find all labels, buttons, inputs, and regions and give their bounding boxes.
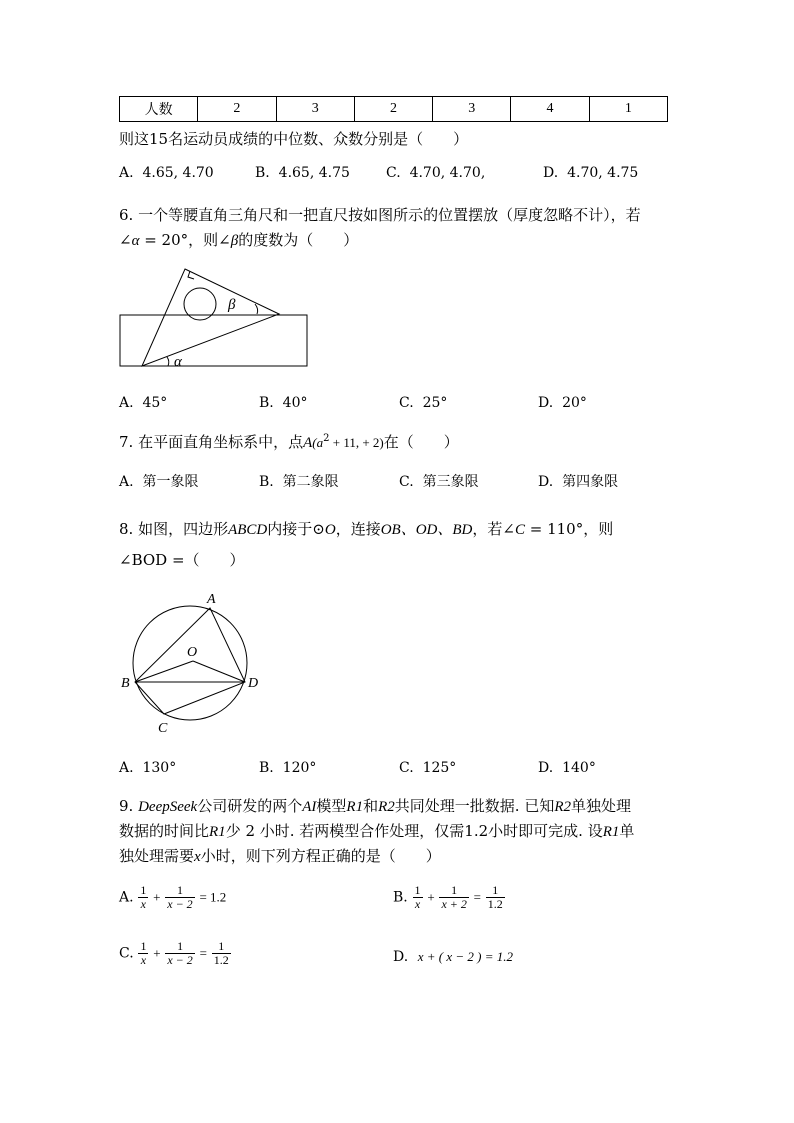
fraction: $\frac{1}{1.2}$	[487, 883, 503, 911]
label-alpha: α	[174, 354, 182, 370]
q6-stem-line2: ∠α = 20°，则∠β的度数为（ ）	[119, 231, 359, 249]
q9-option-d: D. x + ( x − 2 ) = 1.2	[393, 949, 513, 965]
q8-option-b: B. 120°	[259, 760, 317, 776]
q6-figure	[115, 262, 315, 372]
label-beta: β	[228, 297, 236, 313]
circumcircle	[133, 606, 247, 720]
q5-option-a: A. 4.65, 4.70	[119, 165, 214, 181]
table-cell: 2	[198, 97, 276, 122]
ruler-rect	[120, 315, 307, 366]
segment-ob	[135, 661, 193, 682]
q8-option-a: A. 130°	[119, 760, 177, 776]
q9-stem-line2: 数据的时间比R1少 2 小时. 若两模型合作处理，仅需1.2小时即可完成. 设R1单	[119, 822, 635, 840]
table-row	[120, 97, 668, 122]
fraction: $\frac{1}{1.2}$	[213, 939, 229, 967]
fraction: $\frac{1}{x + 2}$	[441, 883, 467, 911]
label-c: C	[158, 721, 168, 736]
q7-option-b: B. 第二象限	[259, 474, 339, 490]
q7-stem: 7. 在平面直角坐标系中，点$A(a^2 + 11$, + 2)在（ ）	[119, 433, 459, 451]
table-cell: 2	[354, 97, 432, 122]
q9-stem-line1: 9. DeepSeek公司研发的两个AI模型R1和R2共同处理一批数据. 已知R2单独处理	[119, 797, 632, 815]
score-table	[119, 96, 668, 122]
q9-stem-line3: 独处理需要x小时，则下列方程正确的是（ ）	[119, 847, 441, 865]
q5-option-d: D. 4.70, 4.75	[543, 165, 639, 181]
q6-option-a: A. 45°	[119, 395, 168, 411]
table-cell: 3	[276, 97, 354, 122]
q8-figure	[115, 585, 275, 740]
fraction: $\frac{1}{x - 2}$	[167, 883, 193, 911]
table-header-cell: 人数	[120, 97, 198, 122]
label-b: B	[121, 676, 130, 691]
q5-stem: 则这15名运动员成绩的中位数、众数分别是（ ）	[119, 130, 469, 148]
label-o: O	[187, 645, 198, 660]
q5-option-b: B. 4.65, 4.75	[255, 165, 350, 181]
label-a: A	[207, 592, 216, 607]
q6-stem-line1: 6. 一个等腰直角三角尺和一把直尺按如图所示的位置摆放（厚度忽略不计），若	[119, 206, 641, 224]
q7-option-c: C. 第三象限	[399, 474, 479, 490]
alpha-arc	[167, 357, 169, 366]
q8-option-c: C. 125°	[399, 760, 457, 776]
q9-option-a: A. $\frac{1}{x}$ + $\frac{1}{x - 2}$ = 1.2	[119, 883, 227, 911]
fraction: $\frac{1}{x}$	[414, 883, 421, 911]
label-d: D	[248, 676, 259, 691]
quadrilateral-abcd	[135, 608, 245, 714]
beta-arc	[255, 304, 258, 314]
table-cell: 4	[511, 97, 589, 122]
segment-od	[193, 661, 245, 682]
q7-option-a: A. 第一象限	[119, 474, 199, 490]
fraction: $\frac{1}{x}$	[140, 883, 147, 911]
fraction: $\frac{1}{x}$	[140, 939, 147, 967]
q8-stem-line1: 8. 如图，四边形ABCD内接于⊙O，连接OB、OD、BD，若∠C = 110°，则	[119, 520, 614, 538]
table-cell: 1	[589, 97, 667, 122]
q5-option-c: C. 4.70, 4.70,	[386, 165, 486, 181]
triangle-ruler	[142, 269, 279, 366]
q8-stem-line2: ∠BOD =（ ）	[119, 551, 245, 569]
q7-option-d: D. 第四象限	[538, 474, 619, 490]
q6-option-d: D. 20°	[538, 395, 587, 411]
q9-option-c: C. $\frac{1}{x}$ + $\frac{1}{x - 2}$ = $\frac{1}{1.2}$	[119, 939, 229, 967]
q6-option-c: C. 25°	[399, 395, 448, 411]
q8-option-d: D. 140°	[538, 760, 596, 776]
table-cell: 3	[433, 97, 511, 122]
q6-option-b: B. 40°	[259, 395, 308, 411]
fraction: $\frac{1}{x - 2}$	[167, 939, 193, 967]
q9-option-b: B. $\frac{1}{x}$ + $\frac{1}{x + 2}$ = $\frac{1}{1.2}$	[393, 883, 503, 911]
